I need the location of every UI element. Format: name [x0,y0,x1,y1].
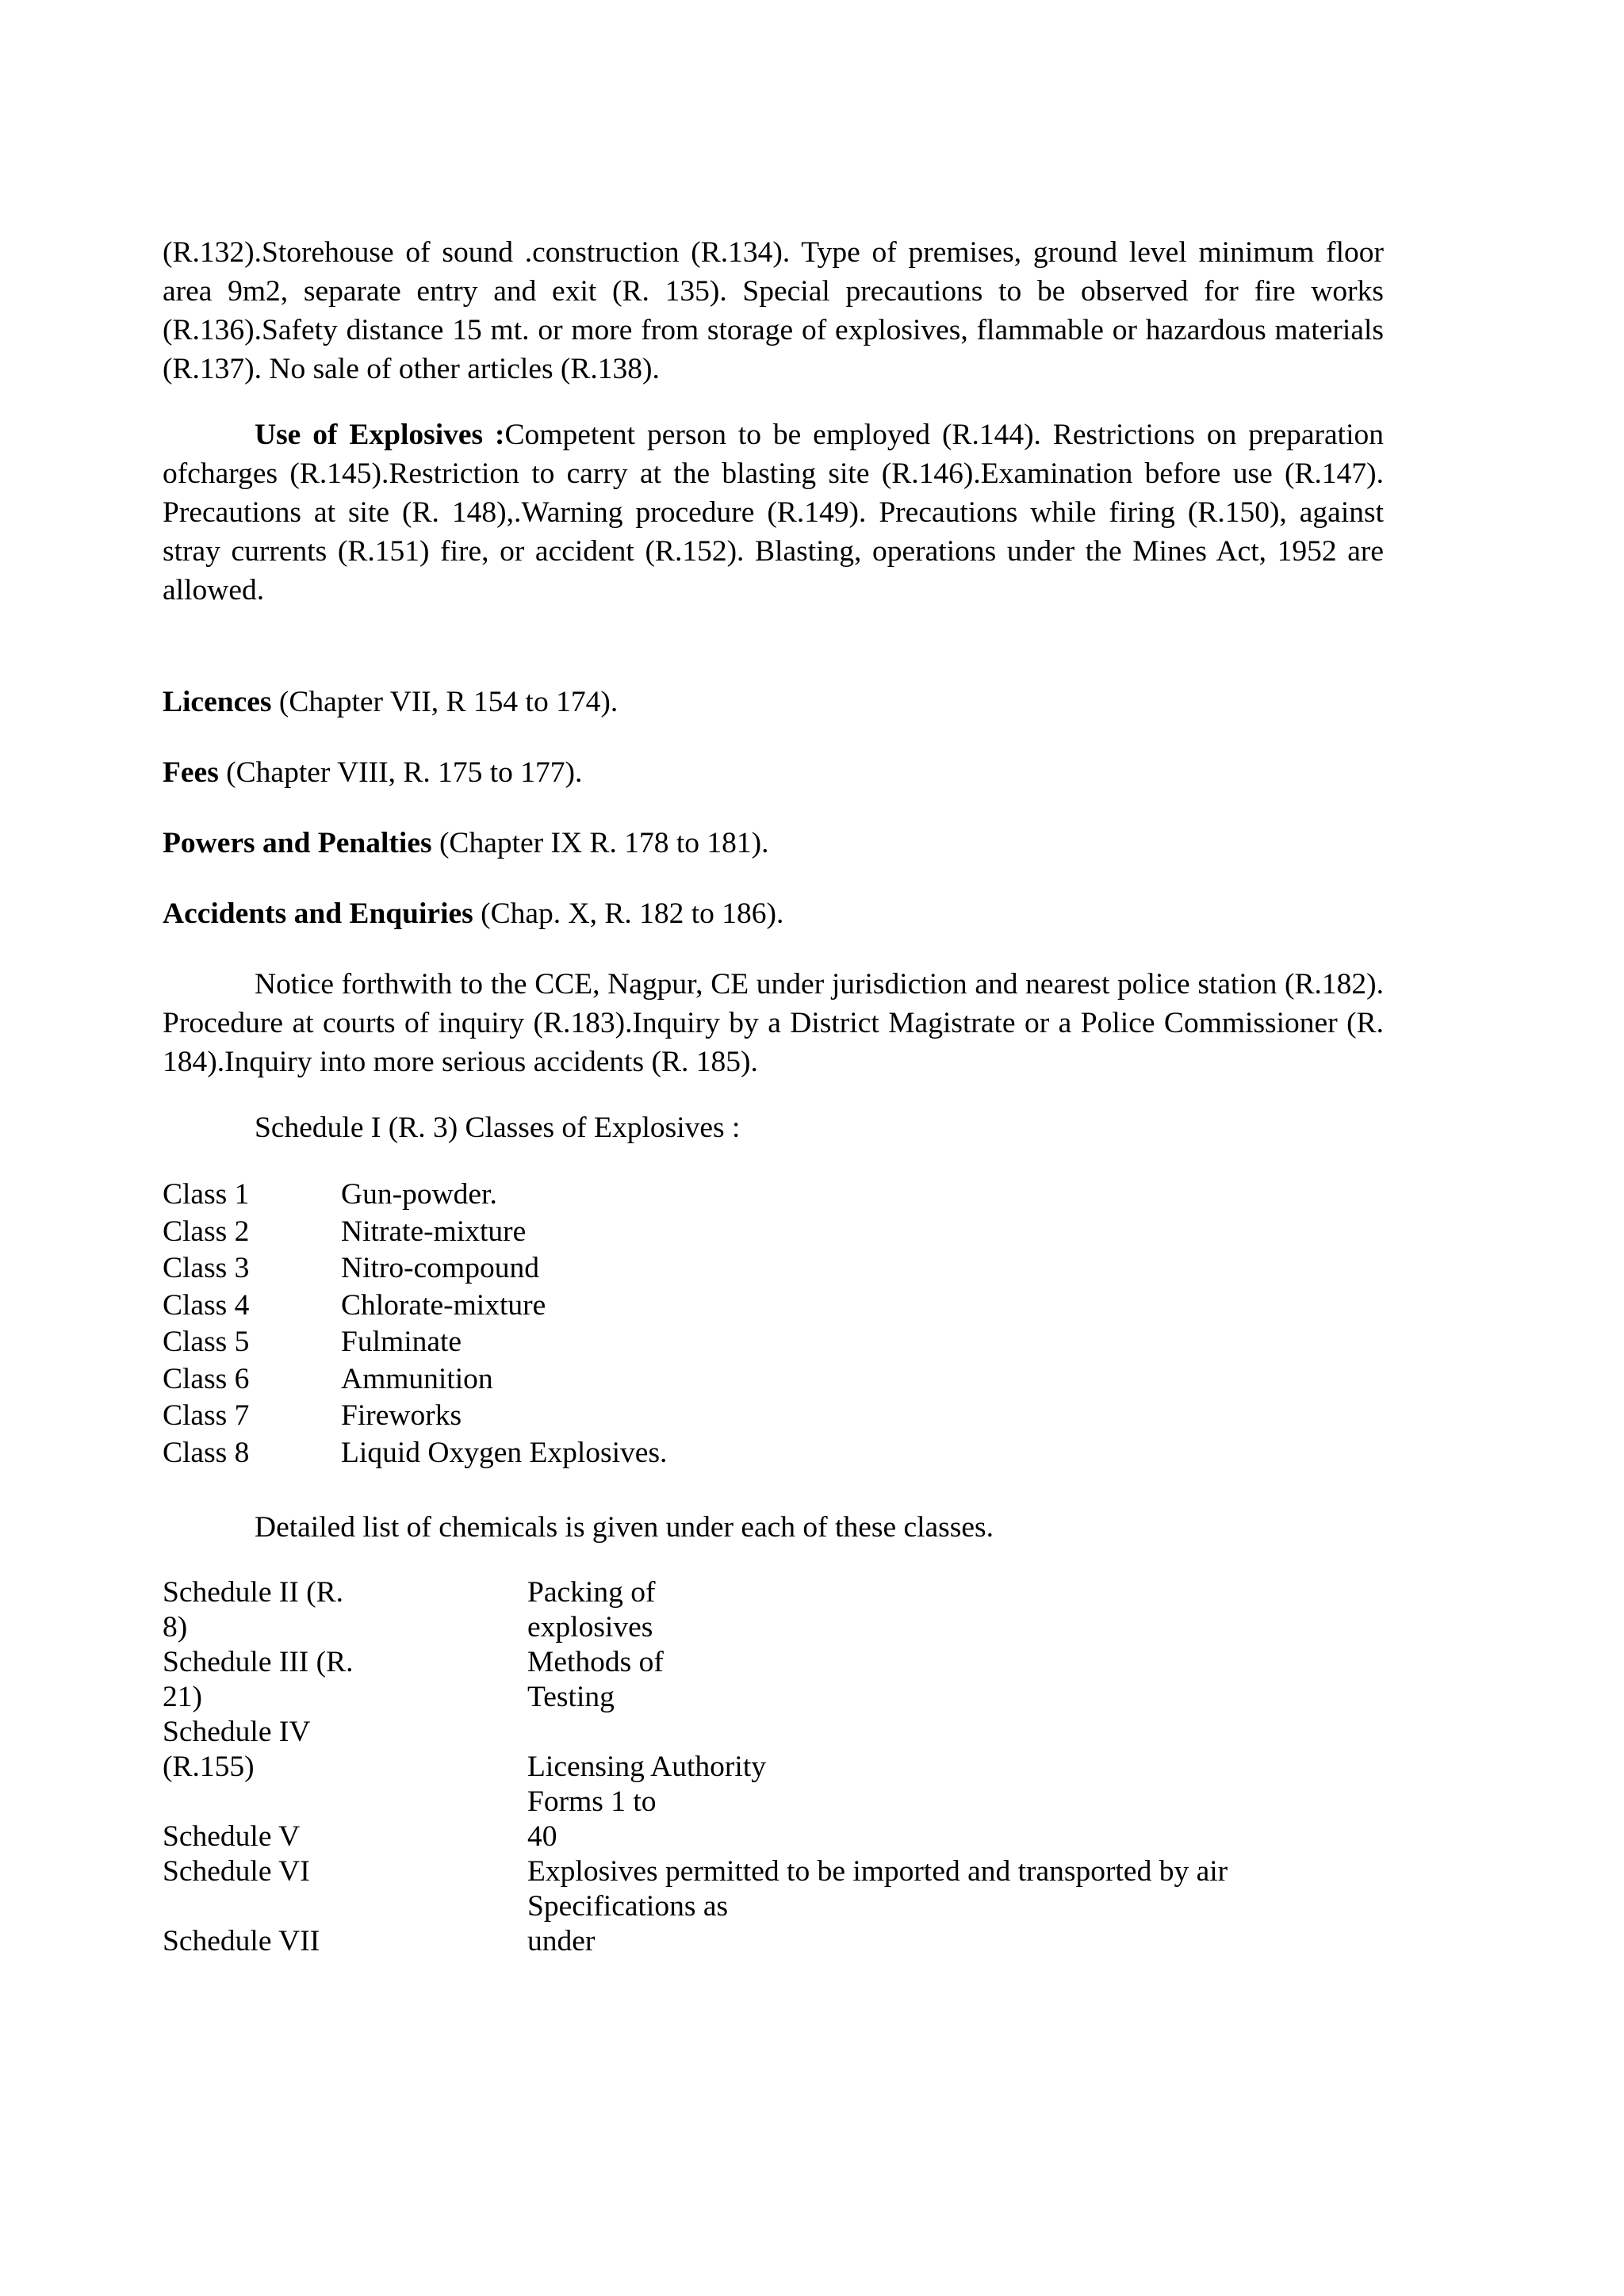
chapter-title: Powers and Penalties [163,827,432,859]
table-row [163,1924,1400,1959]
schedule-description: 40 [527,1820,557,1853]
list-item [163,1398,667,1435]
list-item [163,1435,667,1472]
schedule-description: Forms 1 to [527,1785,657,1818]
schedules-table [163,1575,1400,1959]
class-name: Ammunition [341,1362,493,1395]
schedule-cell: Schedule IV [163,1716,311,1748]
schedule-one-intro: Schedule I (R. 3) Classes of Explosives : [255,1112,741,1144]
table-row [163,1645,1400,1680]
table-row [163,1854,1400,1889]
class-name: Chlorate-mixture [341,1288,546,1322]
chapter-fees [163,753,582,792]
notice-paragraph: Notice forthwith to the CCE, Nagpur, CE under jurisdiction and nearest police station (R.182). Procedure at courts of inquiry (R.183).Inquiry by a District Magistrate or a Police Commissioner (R. 184).Inquiry into more serious accidents (R. 185). [163,968,1384,1078]
class-name: Liquid Oxygen Explosives. [341,1436,668,1469]
chapter-ref: (Chapter VIII, R. 175 to 177). [218,756,583,789]
chapter-title: Licences [163,686,272,718]
table-row [163,1785,1400,1820]
chapter-licences [163,683,618,721]
schedule-cell: Schedule VI [163,1855,310,1888]
list-item [163,1177,667,1214]
chapter-title: Accidents and Enquiries [163,897,473,930]
schedule-description: under [527,1925,596,1957]
class-label: Class 3 [163,1252,250,1284]
schedule-cell: (R.155) [163,1751,255,1783]
chapter-ref: (Chap. X, R. 182 to 186). [473,897,784,930]
chapter-ref: (Chapter IX R. 178 to 181). [431,827,769,859]
chapter-ref: (Chapter VII, R 154 to 174). [271,686,619,718]
class-name: Nitro-compound [341,1252,539,1284]
chapter-powers-penalties [163,824,769,863]
schedule-cell: Schedule II (R. [163,1576,344,1609]
schedule-description: explosives [527,1611,653,1644]
table-row [163,1820,1400,1854]
detailed-list-note: Detailed list of chemicals is given under each of these classes. [255,1511,994,1544]
chapter-accidents-enquiries [163,894,783,933]
table-row [163,1680,1400,1715]
schedule-description: Licensing Authority [527,1751,767,1783]
schedule-description: Testing [527,1681,615,1713]
class-label: Class 6 [163,1362,250,1395]
schedule-cell: 8) [163,1611,188,1644]
use-of-explosives-heading: Use of Explosives : [255,419,505,451]
table-row [163,1889,1400,1924]
schedule-cell: 21) [163,1681,202,1713]
schedule-description: Specifications as [527,1890,729,1923]
class-label: Class 1 [163,1178,250,1211]
class-label: Class 2 [163,1215,250,1248]
schedule-cell: Schedule III (R. [163,1646,354,1678]
schedule-cell: Schedule V [163,1820,301,1853]
schedule-description: Methods of [527,1646,664,1678]
table-row [163,1610,1400,1645]
class-label: Class 7 [163,1399,250,1432]
explosive-classes-list [163,1177,667,1471]
class-name: Nitrate-mixture [341,1215,527,1248]
class-label: Class 5 [163,1326,250,1358]
use-of-explosives-body: Competent person to be employed (R.144). Restrictions on preparation ofcharges (R.145).Restriction to carry at the blasting site (R.146).Examination before use (R.147). Precautions at site (R. 148),.Warning procedure (R.149). Precautions while firing (R.150), against stray currents (R.151) fire, or accident (R.152). Blasting, operations under the Mines Act, 1952 are allowed. [163,419,1384,607]
class-name: Gun-powder. [341,1178,497,1211]
table-row [163,1715,1400,1750]
table-row [163,1750,1400,1785]
class-label: Class 8 [163,1436,250,1469]
schedule-description: Explosives permitted to be imported and transported by air [527,1855,1228,1888]
list-item [163,1250,667,1288]
chapter-title: Fees [163,756,219,789]
list-item [163,1288,667,1325]
schedule-cell: Schedule VII [163,1925,320,1957]
table-row [163,1575,1400,1610]
class-name: Fireworks [341,1399,462,1432]
list-item [163,1324,667,1361]
class-name: Fulminate [341,1326,462,1358]
schedule-description: Packing of [527,1576,656,1609]
class-label: Class 4 [163,1288,250,1322]
list-item [163,1361,667,1399]
list-item [163,1214,667,1251]
use-of-explosives-paragraph [163,415,1384,610]
storage-paragraph: (R.132).Storehouse of sound .construction (R.134). Type of premises, ground level minimum floor area 9m2, separate entry and exit (R. 135). Special precautions to be observed for fire works (R.136).Safety distance 15 mt. or more from storage of explosives, flammable or hazardous materials (R.137). No sale of other articles (R.138). [163,236,1384,385]
